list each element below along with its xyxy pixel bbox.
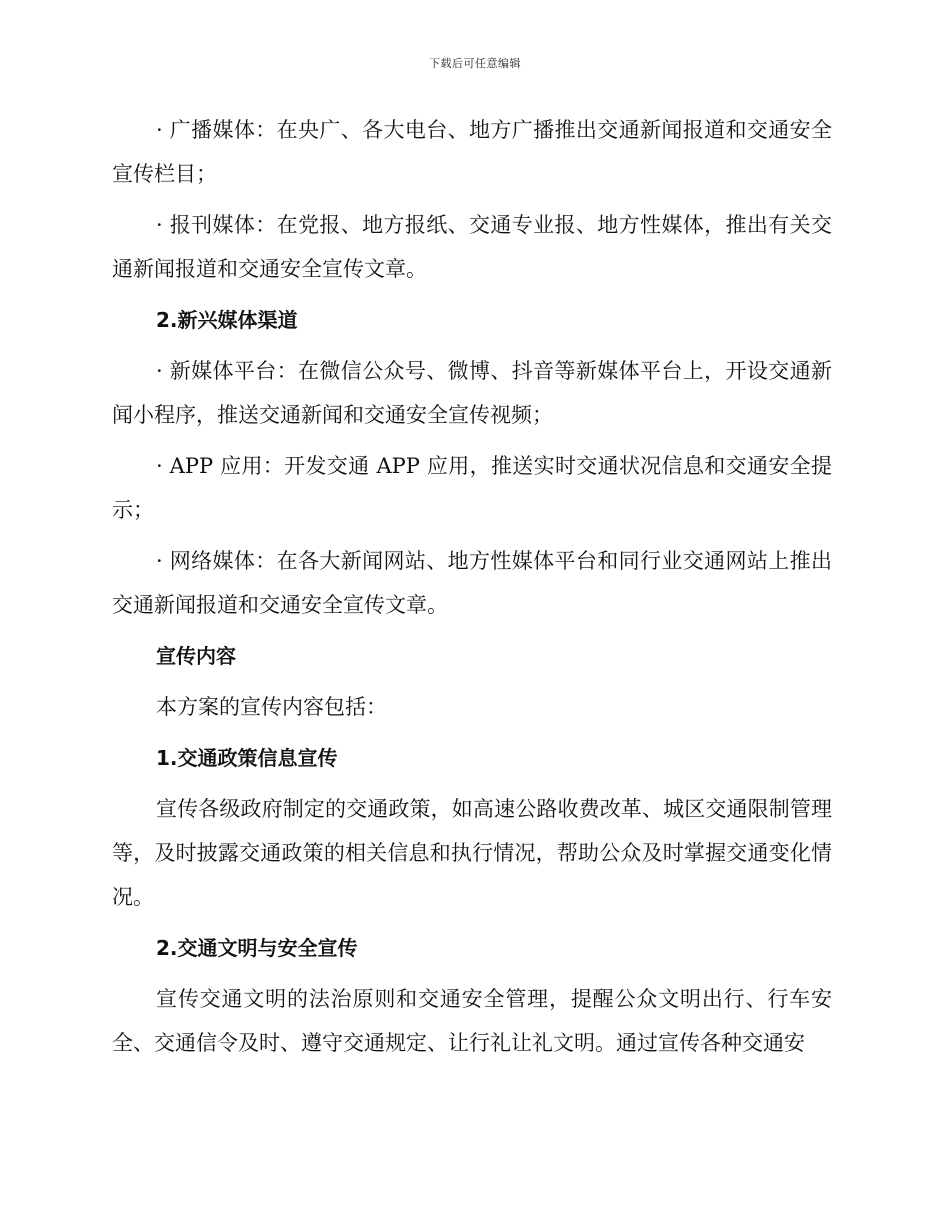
heading-civility-safety: 2.交通文明与安全宣传 xyxy=(156,936,358,960)
paragraph-app: · APP 应用：开发交通 APP 应用，推送实时交通状况信息和交通安全提示； xyxy=(112,454,832,522)
paragraph-policy-info: 宣传各级政府制定的交通政策，如高速公路收费改革、城区交通限制管理等，及时披露交通政策的相关信息和执行情况，帮助公众及时掌握交通变化情况。 xyxy=(112,797,832,909)
heading-new-media-channels: 2.新兴媒体渠道 xyxy=(156,308,298,332)
page-header: 下载后可任意编辑 xyxy=(429,57,521,70)
paragraph-broadcast-media: · 广播媒体：在央广、各大电台、地方广播推出交通新闻报道和交通安全宣传栏目； xyxy=(112,118,832,186)
paragraph-new-media-platform: · 新媒体平台：在微信公众号、微博、抖音等新媒体平台上，开设交通新闻小程序，推送交通新闻和交通安全宣传视频； xyxy=(112,359,832,427)
paragraph-online-media: · 网络媒体：在各大新闻网站、地方性媒体平台和同行业交通网站上推出交通新闻报道和交通安全宣传文章。 xyxy=(112,549,832,617)
heading-policy-info: 1.交通政策信息宣传 xyxy=(156,746,338,770)
heading-publicity-content: 宣传内容 xyxy=(156,644,236,668)
paragraph-print-media: · 报刊媒体：在党报、地方报纸、交通专业报、地方性媒体，推出有关交通新闻报道和交通安全宣传文章。 xyxy=(112,213,832,281)
paragraph-content-intro: 本方案的宣传内容包括： xyxy=(156,695,387,719)
document-body xyxy=(112,108,832,1072)
paragraph-civility-safety: 宣传交通文明的法治原则和交通安全管理，提醒公众文明出行、行车安全、交通信令及时、遵守交通规定、让行礼让礼文明。通过宣传各种交通安 xyxy=(112,987,832,1055)
